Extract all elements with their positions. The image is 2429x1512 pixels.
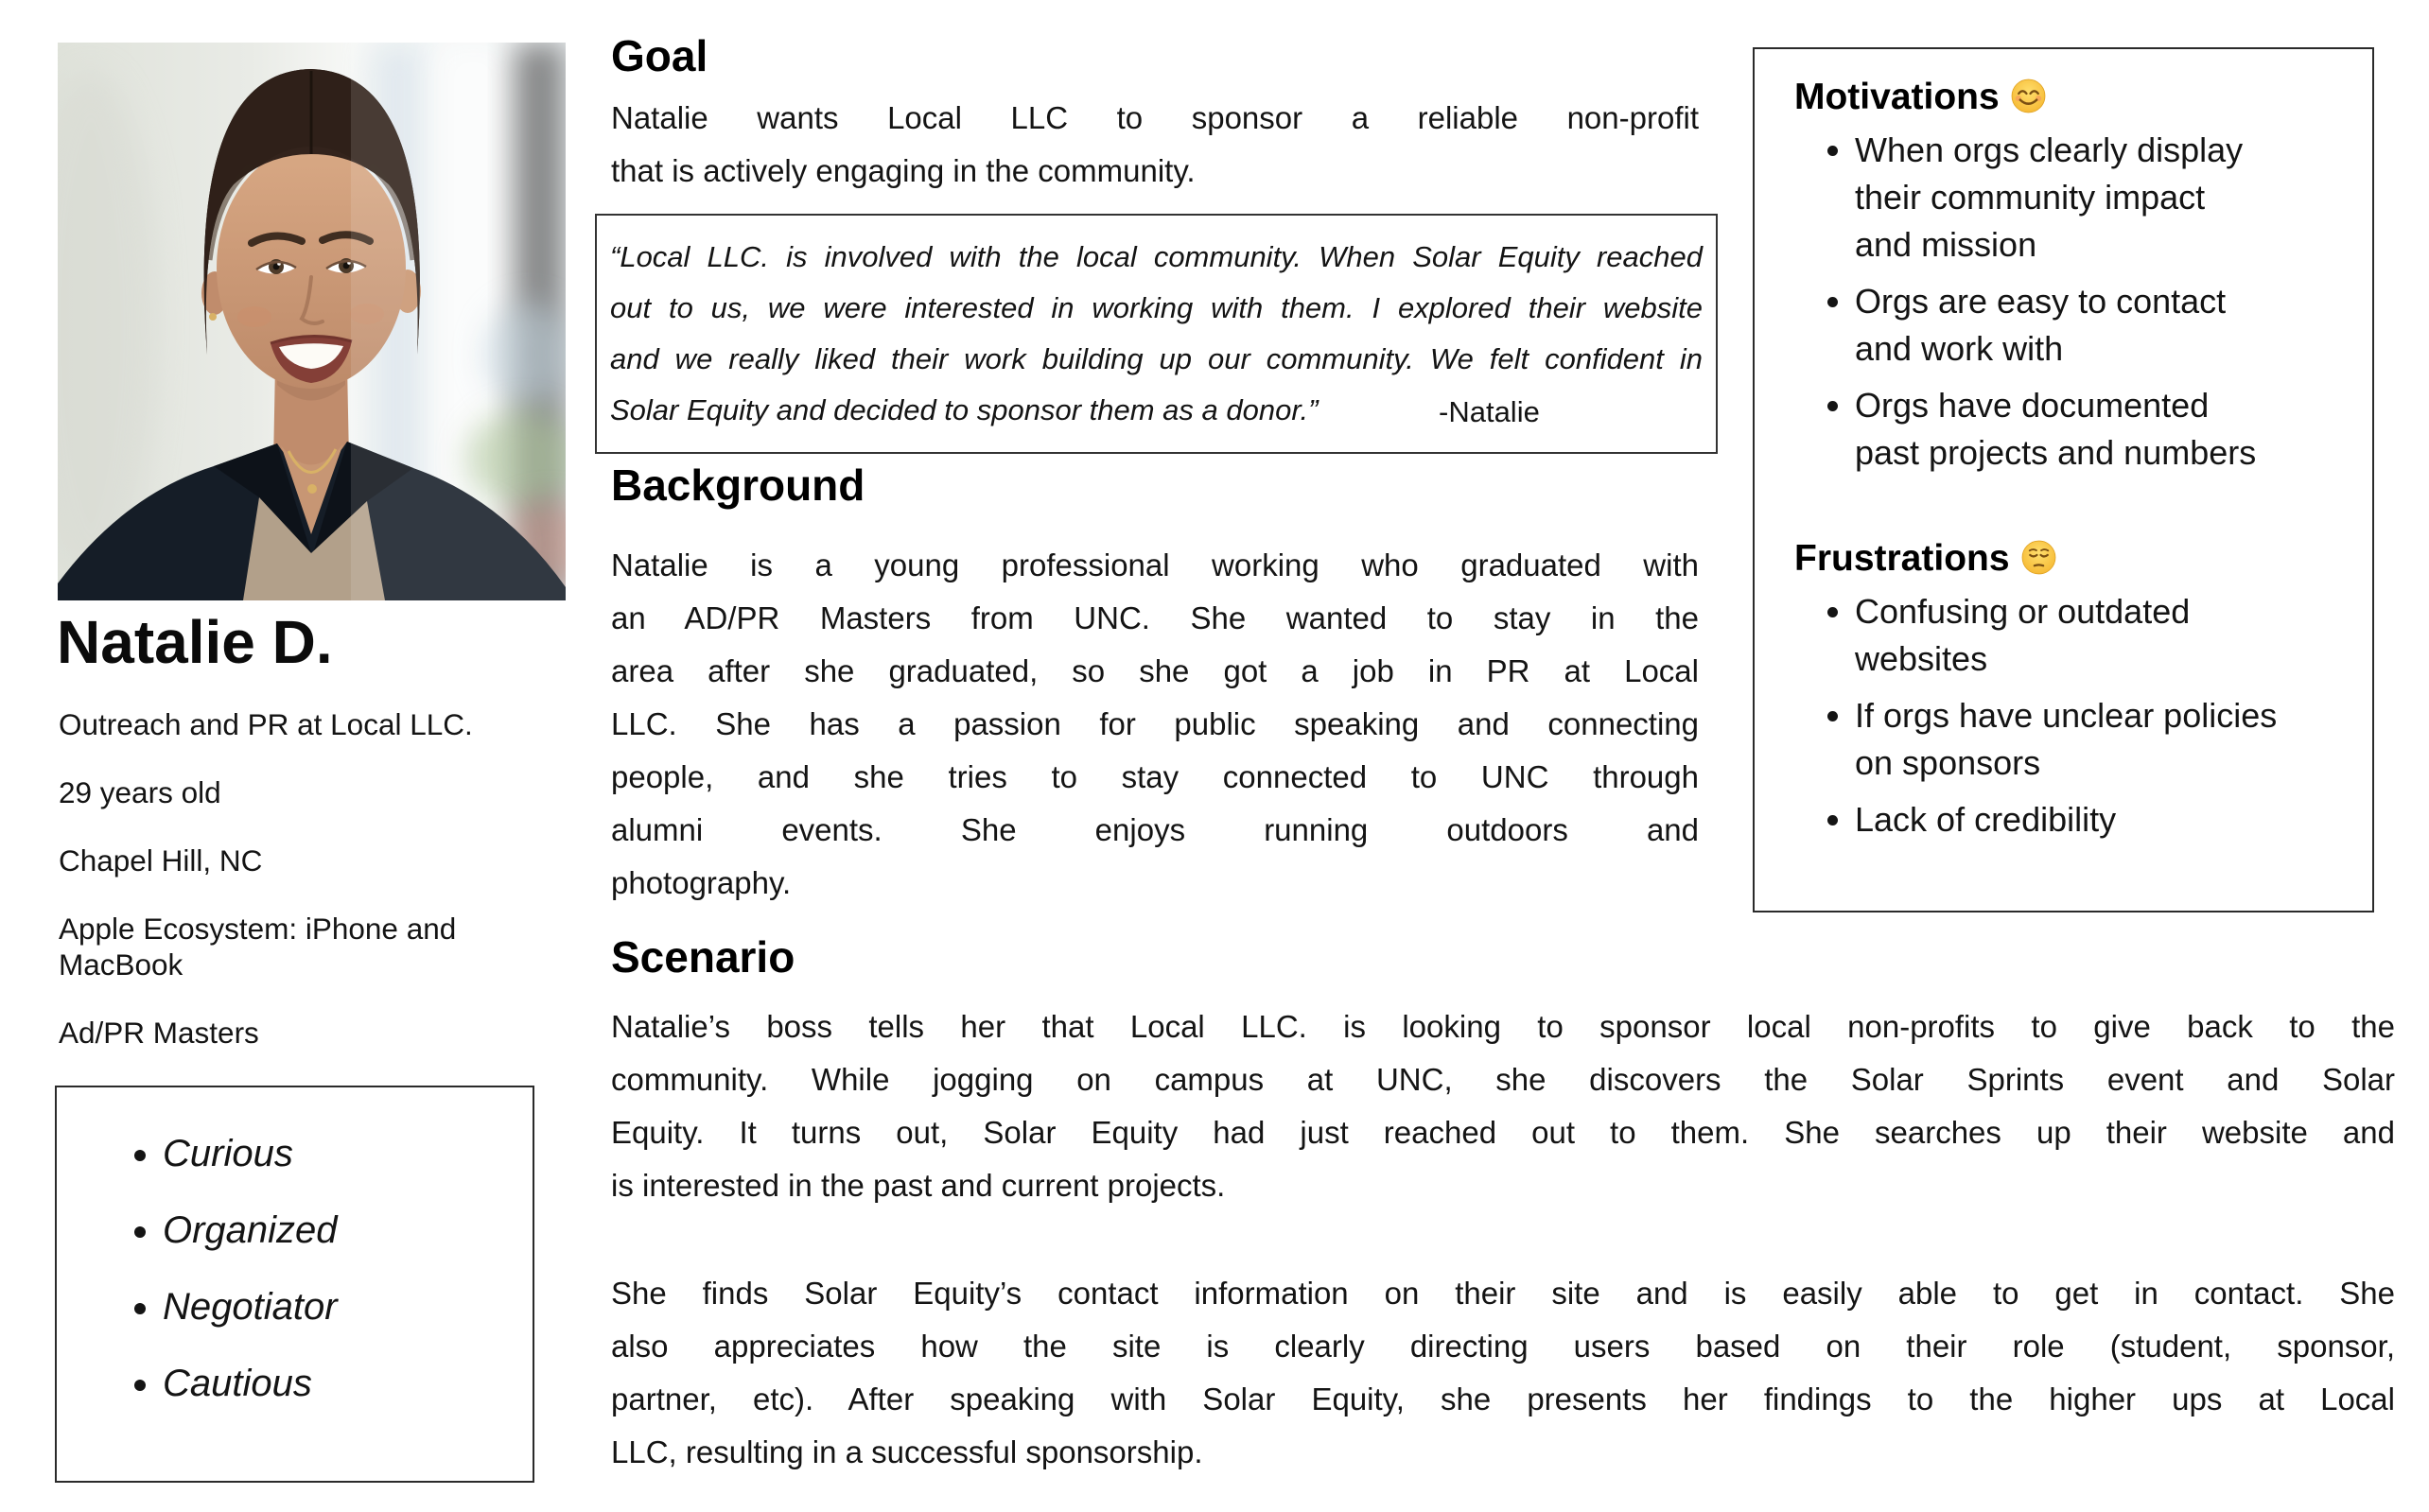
frustration-item: • If orgs have unclear policies on sponsors — [1855, 692, 2355, 787]
motivation-item: • Orgs have documented past projects and numbers — [1855, 382, 2355, 477]
quote-text: “Local LLC. is involved with the local community. When Solar Equity reached out to us, we were interested in working with them. I explored their website and we really liked their work building up our community. We felt confident in Solar Equity and decided to sponsor them as a donor.” — [610, 240, 1703, 426]
frustrations-heading — [1794, 535, 2355, 581]
background-heading: Background — [611, 461, 865, 510]
trait-item: • Organized — [163, 1208, 533, 1254]
detail-education: Ad/PR Masters — [59, 1016, 259, 1050]
detail-age: 29 years old — [59, 775, 221, 809]
trait-item: • Cautious — [163, 1361, 533, 1407]
detail-location: Chapel Hill, NC — [59, 843, 263, 878]
motivation-item: • Orgs are easy to contact and work with — [1855, 278, 2355, 373]
quote-box — [595, 214, 1718, 454]
trait-item: • Negotiator — [163, 1284, 533, 1330]
motivations-heading-label: Motivations — [1794, 77, 2000, 117]
persona-name: Natalie D. — [57, 608, 333, 676]
motivations-frustrations-box — [1753, 47, 2374, 912]
traits-list — [57, 1131, 533, 1407]
scenario-heading: Scenario — [611, 932, 795, 982]
quote-attribution: -Natalie — [1439, 395, 1540, 428]
portrait-illustration — [58, 43, 566, 600]
detail-role: Outreach and PR at Local LLC. — [59, 707, 473, 741]
frustration-item: • Lack of credibility — [1855, 796, 2355, 843]
scenario-paragraph-1: Natalie’s boss tells her that Local LLC. is looking to sponsor local non-profits to give back to the community. While jogging on campus at UNC, she discovers the Solar Sprints event and Solar Equity. It turns out, Solar Equity had just reached out to them. She searches up their website and is interested in the past and current projects. — [611, 1009, 2395, 1203]
goal-heading: Goal — [611, 31, 708, 80]
detail-devices: Apple Ecosystem: iPhone and MacBook — [59, 912, 457, 982]
traits-box — [55, 1086, 534, 1483]
frustrations-list — [1794, 588, 2355, 843]
smiling-face-emoji-icon — [2011, 78, 2046, 113]
frustration-item: • Confusing or outdated websites — [1855, 588, 2355, 683]
goal-text: Natalie wants Local LLC to sponsor a reliable non-profit that is actively engaging in the community. — [611, 100, 1699, 188]
pensive-face-emoji-icon — [2021, 540, 2056, 575]
motivations-heading — [1794, 74, 2355, 119]
background-text: Natalie is a young professional working who graduated with an AD/PR Masters from UNC. She wanted to stay in the area after she graduated, so she got a job in PR at Local LLC. She has a passion for public speaking and connecting people, and she tries to stay connected to UNC through alumni events. She enjoys running outdoors and photography. — [611, 547, 1699, 900]
profile-photo — [58, 43, 566, 600]
motivation-item: • When orgs clearly display their community impact and mission — [1855, 127, 2355, 269]
scenario-paragraph-2: She finds Solar Equity’s contact information on their site and is easily able to get in contact. She also appreciates how the site is clearly directing users based on their role (student, sponsor, partner, etc). After speaking with Solar Equity, she presents her findings to the higher ups at Local LLC, resulting in a successful sponsorship. — [611, 1276, 2395, 1469]
persona-details — [59, 706, 536, 1083]
frustrations-heading-label: Frustrations — [1794, 538, 2010, 579]
motivations-list — [1794, 127, 2355, 477]
trait-item: • Curious — [163, 1131, 533, 1177]
